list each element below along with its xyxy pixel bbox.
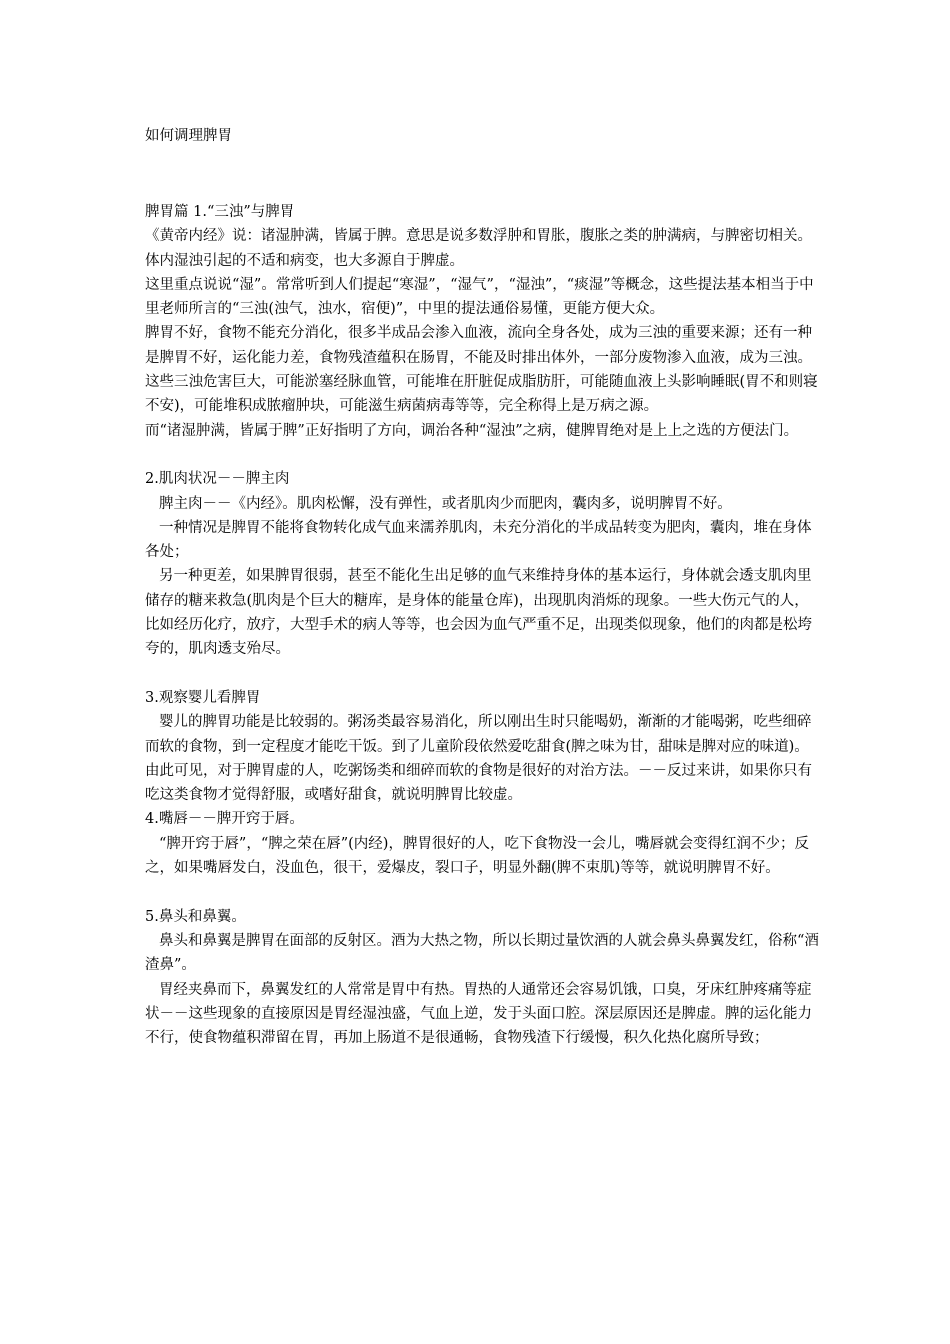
section-spacer: [145, 662, 823, 686]
section-spacer: [145, 880, 823, 904]
paragraph: 这里重点说说“湿”。常常听到人们提起“寒湿”，“湿气”，“湿浊”，“痰湿”等概念，这些提法基本相当于中里老师所言的“三浊(浊气，浊水，宿便)”，中里的提法通俗易懂，更能方便大众。: [145, 276, 814, 318]
section-heading-5: 5.鼻头和鼻翼。: [145, 908, 246, 925]
paragraph: 胃经夹鼻而下，鼻翼发红的人常常是胃中有热。胃热的人通常还会容易饥饿，口臭，牙床红肿疼痛等症状－－这些现象的直接原因是胃经湿浊盛，气血上逆，发于头面口腔。深层原因还是脾虚。脾的运化能力不行，使食物蕴积滞留在胃，再加上肠道不是很通畅，食物残渣下行缓慢，积久化热化腐所导致；: [145, 981, 812, 1047]
paragraph: 一种情况是脾胃不能将食物转化成气血来濡养肌肉，未充分消化的半成品转变为肥肉，囊肉，堆在身体各处；: [145, 519, 812, 561]
paragraph: 脾主肉－－《内经》。肌肉松懈，没有弹性，或者肌肉少而肥肉，囊肉多，说明脾胃不好。: [159, 495, 732, 512]
paragraph: “脾开窍于唇”，“脾之荣在唇”(内经)，脾胃很好的人，吃下食物没一会儿，嘴唇就会变得红润不少；反之，如果嘴唇发白，没血色，很干，爱爆皮，裂口子，明显外翻(脾不束肌)等等，就说明脾胃不好。: [145, 835, 809, 877]
section-heading-1: 脾胃篇 1.“三浊”与脾胃: [145, 204, 295, 220]
paragraph: 《黄帝内经》说：诸湿肿满，皆属于脾。意思是说多数浮肿和胃胀，腹胀之类的肿满病，与脾密切相关。体内湿浊引起的不适和病变，也大多源自于脾虚。: [145, 228, 812, 269]
paragraph: 这些三浊危害巨大，可能淤塞经脉血管，可能堆在肝脏促成脂肪肝，可能随血液上头影响睡眠(胃不和则寝不安)，可能堆积成脓瘤肿块，可能滋生病菌病毒等等，完全称得上是万病之源。: [145, 374, 818, 415]
paragraph: 鼻头和鼻翼是脾胃在面部的反射区。酒为大热之物，所以长期过量饮酒的人就会鼻头鼻翼发红，俗称“酒渣鼻”。: [145, 932, 819, 974]
section-heading-3: 3.观察婴儿看脾胃: [145, 689, 261, 706]
paragraph: 而“诸湿肿满，皆属于脾”正好指明了方向，调治各种“湿浊”之病，健脾胃绝对是上上之选的方便法门。: [145, 422, 799, 439]
section-spacer: [145, 443, 823, 467]
document-title: 如何调理脾胃: [145, 128, 232, 144]
document-body: [145, 200, 823, 1050]
paragraph: 另一种更差，如果脾胃很弱，甚至不能化生出足够的血气来维持身体的基本运行，身体就会透支肌肉里储存的糖来救急(肌肉是个巨大的糖库，是身体的能量仓库)，出现肌肉消烁的现象。一些大伤元气的人，比如经历化疗，放疗，大型手术的病人等等，也会因为血气严重不足，出现类似现象，他们的肉都是松垮夸的，肌肉透支殆尽。: [145, 568, 812, 658]
paragraph: 婴儿的脾胃功能是比较弱的。粥汤类最容易消化，所以刚出生时只能喝奶，渐渐的才能喝粥，吃些细碎而软的食物，到一定程度才能吃干饭。到了儿童阶段依然爱吃甜食(脾之味为甘，甜味是脾对应的味道)。由此可见，对于脾胃虚的人，吃粥饧类和细碎而软的食物是很好的对治方法。－－反过来讲，如果你只有吃这类食物才觉得舒服，或嗜好甜食，就说明脾胃比较虚。: [145, 714, 812, 804]
section-heading-4: 4.嘴唇－－脾开窍于唇。: [145, 811, 304, 828]
section-heading-2: 2.肌肉状况－－脾主肉: [145, 471, 290, 488]
paragraph: 脾胃不好，食物不能充分消化，很多半成品会渗入血液，流向全身各处，成为三浊的重要来源；还有一种是脾胃不好，运化能力差，食物残渣蕴积在肠胃，不能及时排出体外，一部分废物渗入血液，成为三浊。: [145, 325, 812, 366]
